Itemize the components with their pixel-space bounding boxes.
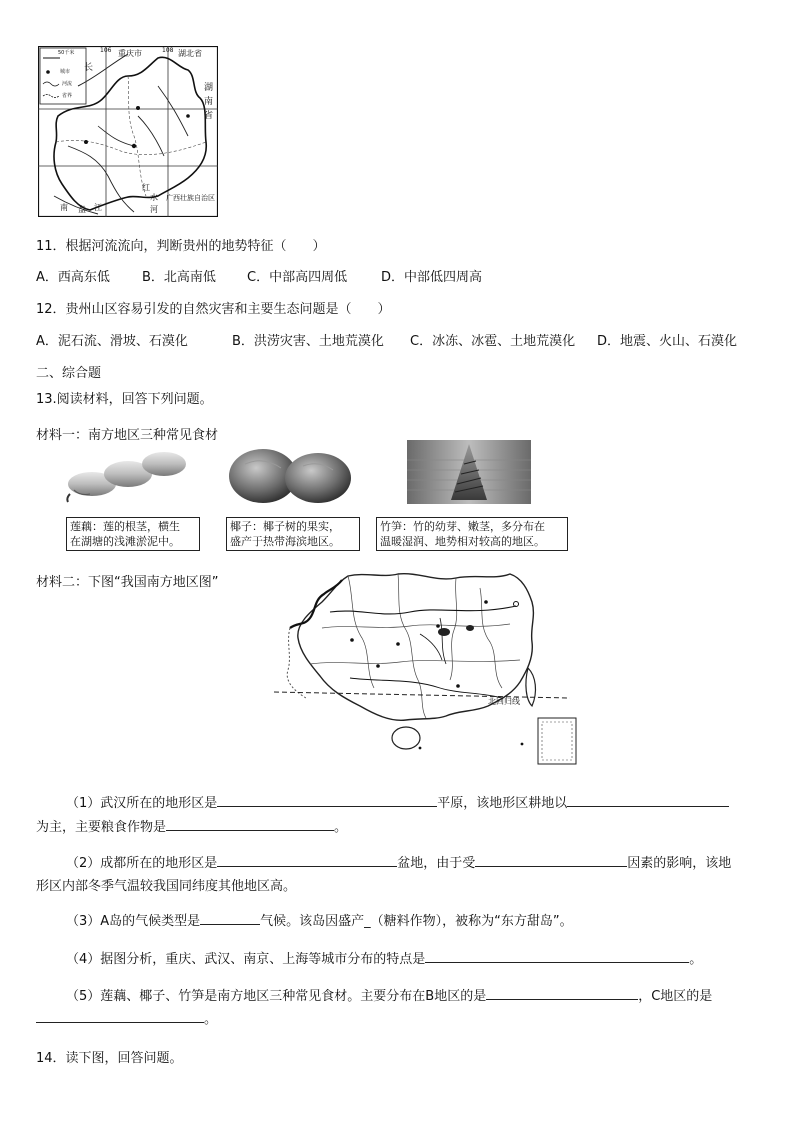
map-label-hubei: 湖北省 (178, 49, 202, 58)
subq-3-part-a: （3）A岛的气候类型是 (66, 914, 201, 929)
map-label-guangxi: 广西壮族自治区 (166, 194, 215, 202)
subq-5-line-1 (66, 985, 712, 1004)
map-scale-label: 50千米 (58, 50, 75, 56)
map-label-chongqing: 重庆市 (118, 49, 142, 58)
caption-bamboo-shoot (376, 517, 568, 551)
caption-coconut (226, 517, 360, 551)
material-1-title: 材料一：南方地区三种常见食材 (36, 428, 219, 443)
southern-china-map-drawing (270, 568, 582, 768)
q12-option-c[interactable]: C．冰冻、冰雹、土地荒漠化 (410, 334, 576, 349)
subq-2-part-c: 因素的影响，该地 (627, 856, 732, 871)
subq-3 (66, 910, 573, 929)
subq-1-part-b: 平原，该地形区耕地以 (437, 796, 568, 811)
map-label-nan: 南 (60, 203, 68, 212)
section-heading: 二、综合题 (36, 366, 102, 381)
lotus-root-photo (66, 444, 192, 504)
subq-5-line-2 (36, 1008, 217, 1027)
answer-blank-4[interactable] (425, 948, 689, 963)
subq-2-part-b: 盆地，由于受 (397, 856, 476, 871)
q11-option-a[interactable]: A．西高东低 (36, 270, 110, 285)
map-label-hong: 红 (142, 183, 150, 192)
map-longitude-108: 108 (162, 47, 174, 54)
subq-4-part-b: 。 (689, 952, 703, 967)
map-legend-city: 城市 (60, 69, 71, 75)
material-2-title: 材料二：下图“我国南方地区图” (36, 575, 219, 590)
map-legend-border: 省界 (62, 93, 73, 99)
answer-blank-1c[interactable] (166, 816, 334, 831)
subq-5-part-a: （5）莲藕、椰子、竹笋是南方地区三种常见食材。主要分布在B地区的是 (66, 989, 487, 1004)
answer-blank-1b[interactable] (567, 792, 729, 807)
caption-coconut-line-2: 盛产于热带海滨地区。 (230, 535, 340, 548)
subq-1-line-2 (36, 816, 347, 835)
guizhou-map (38, 46, 218, 217)
q11-option-c[interactable]: C．中部高四周低 (247, 270, 348, 285)
subq-1-part-d: 。 (334, 820, 348, 835)
map-label-pan: 盘 (78, 205, 86, 214)
southern-china-map (270, 568, 582, 768)
answer-blank-5b[interactable] (36, 1008, 204, 1023)
subq-2-line-1 (66, 852, 731, 871)
q11-option-b[interactable]: B．北高南低 (142, 270, 216, 285)
q11-option-d[interactable]: D．中部低四周高 (381, 270, 483, 285)
subq-2-part-a: （2）成都所在的地形区是 (66, 856, 218, 871)
bamboo-shoot-photo (407, 440, 531, 504)
q12-option-d[interactable]: D．地震、火山、石漠化 (597, 334, 738, 349)
q12-option-b[interactable]: B．洪涝灾害、土地荒漠化 (232, 334, 384, 349)
caption-bamboo-line-2: 温暖湿润、地势相对较高的地区。 (380, 535, 545, 548)
subq-4 (66, 948, 702, 967)
subq-5-part-b: ，C地区的是 (638, 989, 713, 1004)
subq-5-part-c: 。 (204, 1012, 218, 1027)
question-12: 12．贵州山区容易引发的自然灾害和主要生态问题是（ ） (36, 302, 391, 317)
answer-blank-3a[interactable] (200, 910, 260, 925)
map-longitude-106: 106 (100, 47, 112, 54)
answer-blank-2b[interactable] (475, 852, 627, 867)
subq-3-part-b: 气候。该岛因盛产_（糖料作物），被称为“东方甜岛”。 (260, 914, 573, 929)
question-11: 11．根据河流流向，判断贵州的地势特征（ ） (36, 239, 326, 254)
map-label-shui: 水 (150, 193, 158, 202)
caption-lotus-line-1: 莲藕：莲的根茎，横生 (70, 520, 180, 533)
caption-coconut-line-1: 椰子：椰子树的果实， (230, 520, 340, 533)
coconut-photo (225, 444, 355, 504)
subq-1-part-c: 为主，主要粮食作物是 (36, 820, 167, 835)
subq-2-line-2: 形区内部冬季气温较我国同纬度其他地区高。 (36, 879, 297, 894)
answer-blank-2a[interactable] (217, 852, 397, 867)
map-label-hunan-1: 湖 (204, 83, 214, 93)
map-label-jiang: 江 (94, 203, 102, 212)
map-label-hunan-2: 南 (204, 97, 214, 107)
answer-blank-5a[interactable] (486, 985, 638, 1000)
caption-bamboo-line-1: 竹笋：竹的幼芽、嫩茎，多分布在 (380, 520, 545, 533)
caption-lotus-root (66, 517, 200, 551)
map-label-he: 河 (150, 205, 158, 214)
subq-1-part-a: （1）武汉所在的地形区是 (66, 796, 218, 811)
answer-blank-1a[interactable] (217, 792, 437, 807)
map-label-hunan-3: 省 (204, 111, 214, 121)
question-13: 13.阅读材料，回答下列问题。 (36, 392, 213, 407)
q12-option-a[interactable]: A．泥石流、滑坡、石漠化 (36, 334, 188, 349)
question-14: 14．读下图，回答问题。 (36, 1051, 183, 1066)
subq-1-line-1 (66, 792, 729, 811)
subq-4-part-a: （4）据图分析，重庆、武汉、南京、上海等城市分布的特点是 (66, 952, 426, 967)
tropic-of-cancer-label: 北回归线 (488, 697, 520, 706)
caption-lotus-line-2: 在湖塘的浅滩淤泥中。 (70, 535, 180, 548)
map-legend-river: 河流 (62, 81, 73, 87)
map-label-chang: 长 (84, 63, 94, 73)
